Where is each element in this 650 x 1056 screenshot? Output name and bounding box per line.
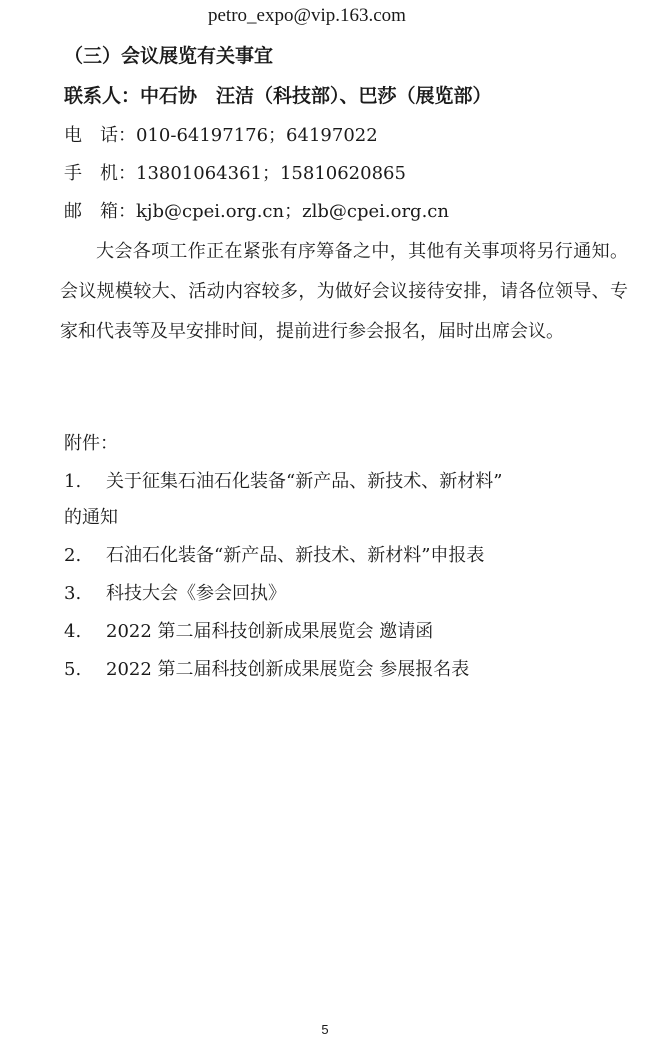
section-title: （三）会议展览有关事宜 [64,45,274,67]
attachment-text: 2022 第二届科技创新成果展览会 邀请函 [106,621,434,642]
notice-paragraph: 大会各项工作正在紧张有序筹备之中，其他有关事项将另行通知。会议规模较大、活动内容较多，为做好会议接待安排，请各位领导、专家和代表等及早安排时间，提前进行参会报名，届时出席会议。 [60,241,628,342]
attachments-heading: 附件： [64,433,118,454]
attachment-item [64,544,484,568]
email-value: kjb@cpei.org.cn；zlb@cpei.org.cn [136,201,449,222]
attachment-num: 3. [64,583,82,604]
phone-value: 010-64197176；64197022 [136,125,378,146]
email-label: 邮 箱： [64,201,136,222]
attachment-item [64,582,286,606]
attachment-item [64,658,469,682]
attachment-num: 5. [64,659,82,680]
attachment-num: 2. [64,545,82,566]
attachment-item [64,620,433,644]
mobile-line [64,162,406,186]
phone-line [64,124,378,148]
attachment-num: 1. [64,471,82,492]
attachment-text: 关于征集石油石化装备“新产品、新技术、新材料” [106,471,503,492]
page-number: 5 [321,1022,329,1037]
email-line [64,200,449,224]
attachment-num: 4. [64,621,82,642]
phone-label: 电 话： [64,125,136,146]
mobile-label: 手 机： [64,163,136,184]
contact-value: 中石协 汪洁（科技部）、巴莎（展览部） [140,85,492,107]
header-email: petro_expo@vip.163.com [208,5,406,26]
attachment-item [64,470,502,494]
contact-line [64,84,492,108]
contact-label: 联系人： [64,85,141,107]
attachment-item-continuation: 的通知 [64,507,118,528]
mobile-value: 13801064361；15810620865 [136,163,406,184]
attachment-text: 科技大会《参会回执》 [106,583,286,604]
attachment-text: 2022 第二届科技创新成果展览会 参展报名表 [106,659,470,680]
attachment-text: 石油石化装备“新产品、新技术、新材料”申报表 [106,545,485,566]
